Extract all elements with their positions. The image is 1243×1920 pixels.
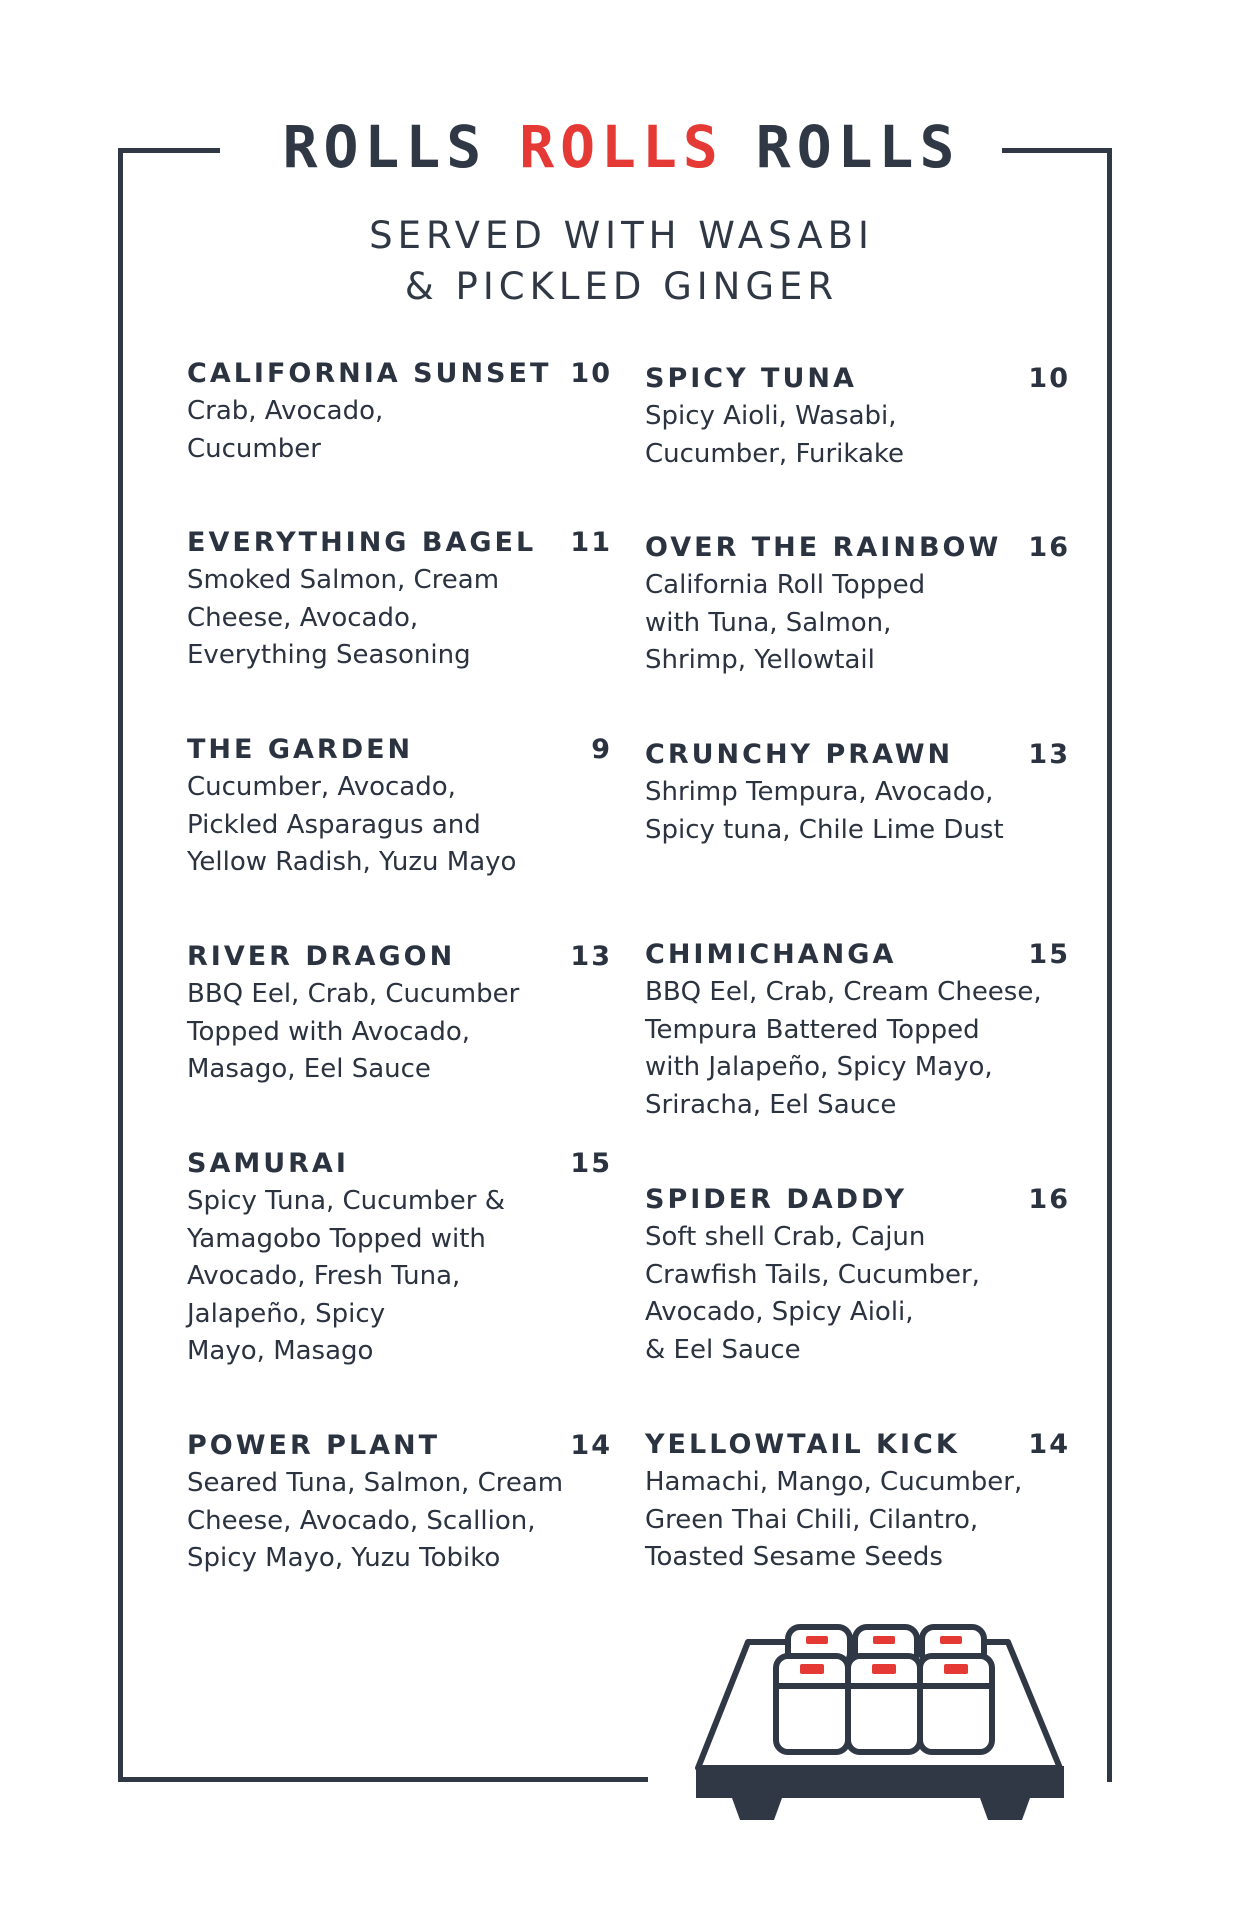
item-description: Crab, Avocado, Cucumber bbox=[187, 396, 384, 464]
item-price: 10 bbox=[570, 358, 612, 389]
menu-item-spider-daddy bbox=[645, 1184, 1070, 1369]
menu-item-river-dragon bbox=[187, 941, 612, 1089]
menu-item-everything-bagel bbox=[187, 527, 612, 675]
menu-item-chimichanga bbox=[645, 939, 1070, 1124]
item-name: RIVER DRAGON bbox=[187, 941, 456, 972]
item-description: BBQ Eel, Crab, Cucumber Topped with Avocado, Masago, Eel Sauce bbox=[187, 979, 520, 1084]
menu-item-california-sunset bbox=[187, 358, 612, 468]
item-name: CALIFORNIA SUNSET bbox=[187, 358, 552, 389]
item-price: 10 bbox=[1028, 363, 1070, 394]
item-price: 13 bbox=[1028, 739, 1070, 770]
item-price: 14 bbox=[1028, 1429, 1070, 1460]
item-price: 14 bbox=[570, 1430, 612, 1461]
title-word-2: ROLLS bbox=[519, 113, 724, 181]
item-price: 16 bbox=[1028, 532, 1070, 563]
item-name: CRUNCHY PRAWN bbox=[645, 739, 954, 770]
frame-right bbox=[1107, 148, 1112, 1782]
item-name: EVERYTHING BAGEL bbox=[187, 527, 537, 558]
item-description: Seared Tuna, Salmon, Cream Cheese, Avocado, Scallion, Spicy Mayo, Yuzu Tobiko bbox=[187, 1468, 564, 1573]
subtitle-line-1: SERVED WITH WASABI bbox=[369, 214, 874, 257]
item-name: CHIMICHANGA bbox=[645, 939, 897, 970]
menu-item-power-plant bbox=[187, 1430, 612, 1578]
menu-item-spicy-tuna bbox=[645, 363, 1070, 473]
item-name: SAMURAI bbox=[187, 1148, 349, 1179]
menu-item-the-garden bbox=[187, 734, 612, 882]
subtitle bbox=[0, 210, 1243, 312]
item-description: Soft shell Crab, Cajun Crawfish Tails, Cucumber, Avocado, Spicy Aioli, & Eel Sauce bbox=[645, 1222, 980, 1365]
item-description: Hamachi, Mango, Cucumber, Green Thai Chili, Cilantro, Toasted Sesame Seeds bbox=[645, 1467, 1023, 1572]
sushi-tray-icon bbox=[690, 1620, 1080, 1844]
item-name: THE GARDEN bbox=[187, 734, 414, 765]
item-price: 15 bbox=[1028, 939, 1070, 970]
page-title bbox=[0, 112, 1243, 182]
item-name: POWER PLANT bbox=[187, 1430, 441, 1461]
item-price: 16 bbox=[1028, 1184, 1070, 1215]
item-description: Cucumber, Avocado, Pickled Asparagus and Yellow Radish, Yuzu Mayo bbox=[187, 772, 517, 877]
item-description: BBQ Eel, Crab, Cream Cheese, Tempura Battered Topped with Jalapeño, Spicy Mayo, Sriracha, Eel Sauce bbox=[645, 977, 1042, 1120]
item-description: Shrimp Tempura, Avocado, Spicy tuna, Chile Lime Dust bbox=[645, 777, 1004, 845]
item-name: SPIDER DADDY bbox=[645, 1184, 908, 1215]
frame-bottom bbox=[118, 1777, 648, 1782]
item-price: 15 bbox=[570, 1148, 612, 1179]
menu-item-yellowtail-kick bbox=[645, 1429, 1070, 1577]
title-word-3: ROLLS bbox=[755, 113, 961, 181]
subtitle-line-2: & PICKLED GINGER bbox=[404, 265, 839, 308]
title-word-1: ROLLS bbox=[282, 113, 488, 181]
item-name: OVER THE RAINBOW bbox=[645, 532, 1002, 563]
menu-item-crunchy-prawn bbox=[645, 739, 1070, 849]
item-price: 11 bbox=[570, 527, 612, 558]
item-price: 13 bbox=[570, 941, 612, 972]
item-description: Spicy Tuna, Cucumber & Yamagobo Topped with Avocado, Fresh Tuna, Jalapeño, Spicy Mayo, Masago bbox=[187, 1186, 505, 1366]
frame-left bbox=[118, 148, 123, 1782]
item-description: California Roll Topped with Tuna, Salmon, Shrimp, Yellowtail bbox=[645, 570, 926, 675]
item-description: Spicy Aioli, Wasabi, Cucumber, Furikake bbox=[645, 401, 905, 469]
item-description: Smoked Salmon, Cream Cheese, Avocado, Everything Seasoning bbox=[187, 565, 500, 670]
menu-item-over-the-rainbow bbox=[645, 532, 1070, 680]
item-name: SPICY TUNA bbox=[645, 363, 857, 394]
menu-item-samurai bbox=[187, 1148, 612, 1371]
item-price: 9 bbox=[591, 734, 612, 765]
item-name: YELLOWTAIL KICK bbox=[645, 1429, 960, 1460]
